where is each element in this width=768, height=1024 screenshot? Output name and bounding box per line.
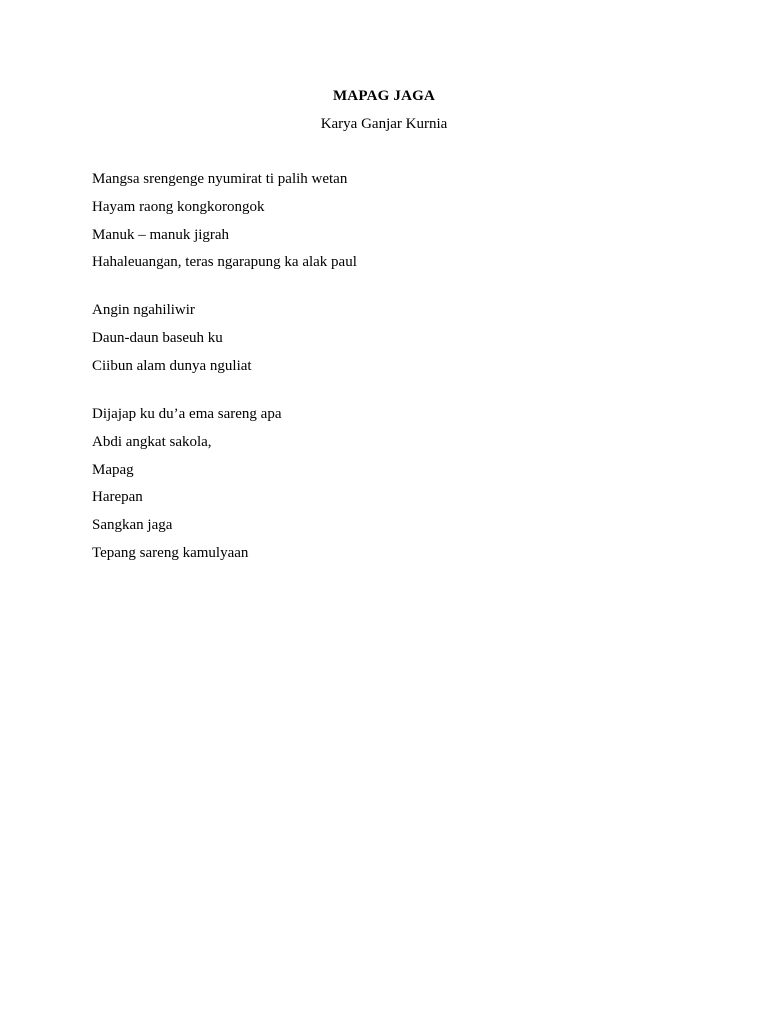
stanza-3: [92, 404, 692, 563]
poem-line: Hayam raong kongkorongok: [92, 198, 265, 215]
poem-line: Hahaleuangan, teras ngarapung ka alak paul: [92, 254, 357, 271]
stanza-2: [92, 300, 692, 376]
poem-line: Dijajap ku du’a ema sareng apa: [92, 405, 282, 422]
poem-line: Angin ngahiliwir: [92, 302, 195, 319]
poem-line: Tepang sareng kamulyaan: [92, 544, 249, 561]
poem-author: Karya Ganjar Kurnia: [320, 116, 448, 132]
poem-line: Mapag: [92, 461, 134, 478]
poem-line: Mangsa srengenge nyumirat ti palih wetan: [92, 171, 348, 187]
poem-line: Sangkan jaga: [92, 517, 173, 534]
poem-body: [92, 169, 692, 591]
stanza-1: [92, 169, 692, 272]
poem-line: Ciibun alam dunya nguliat: [92, 357, 252, 374]
poem-line: Abdi angkat sakola,: [92, 433, 212, 450]
poem-title: MAPAG JAGA: [332, 88, 436, 104]
poem-line: Harepan: [92, 489, 143, 506]
poem-line: Daun-daun baseuh ku: [92, 330, 223, 347]
poem-line: Manuk – manuk jigrah: [92, 226, 230, 243]
